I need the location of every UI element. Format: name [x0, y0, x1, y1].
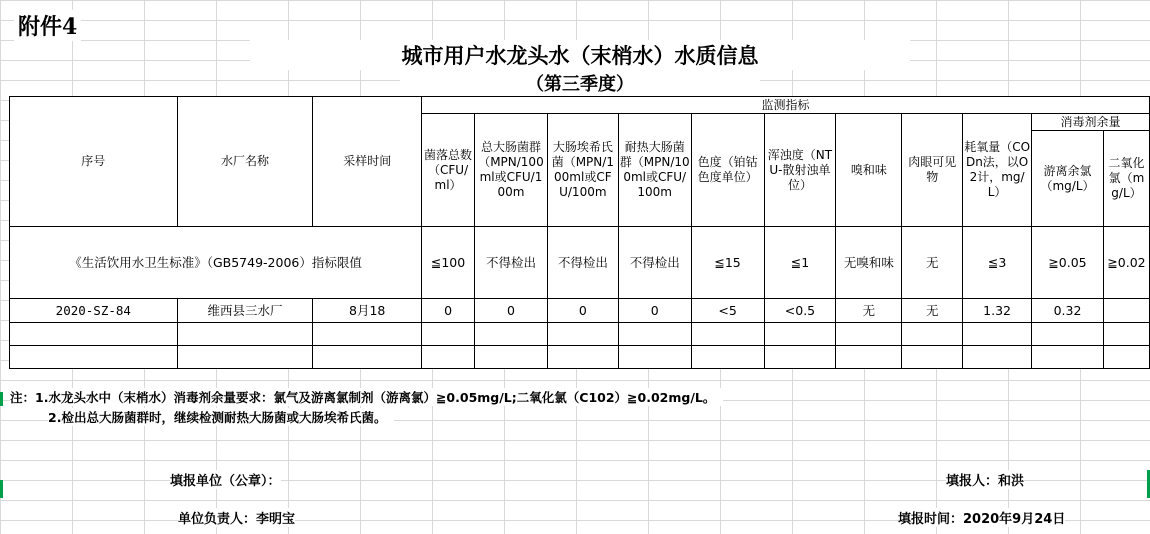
empty-cell[interactable]: [422, 346, 475, 369]
document-subtitle: （第三季度）: [400, 70, 760, 96]
cell-plant-name[interactable]: 维西县三水厂: [177, 299, 313, 323]
annex-label: 附件4: [14, 10, 81, 41]
empty-cell[interactable]: [764, 346, 836, 369]
header-e-coli: 大肠埃希氏菌（MPN/100ml或CFU/100m: [547, 114, 618, 227]
empty-cell[interactable]: [764, 323, 836, 346]
header-free-chlorine: 游离余氯（mg/L）: [1032, 131, 1104, 227]
cell-e-coli[interactable]: 0: [547, 299, 618, 323]
standard-e-coli[interactable]: 不得检出: [547, 227, 618, 299]
empty-cell[interactable]: [963, 346, 1032, 369]
cell-turbidity[interactable]: <0.5: [764, 299, 836, 323]
header-chlorine-dioxide: 二氧化氯（mg/L）: [1103, 131, 1149, 227]
empty-cell[interactable]: [10, 323, 178, 346]
cell-cod[interactable]: 1.32: [963, 299, 1032, 323]
empty-cell[interactable]: [177, 323, 313, 346]
standard-visible-matter[interactable]: 无: [902, 227, 963, 299]
standard-row: [10, 227, 1150, 299]
standard-total-coliform[interactable]: 不得检出: [475, 227, 548, 299]
header-thermo-coliform: 耐热大肠菌群（MPN/100ml或CFU/100m: [618, 114, 691, 227]
footer-reporting-unit: 填报单位（公章）：: [170, 470, 281, 489]
water-quality-table: [9, 96, 1150, 369]
table-row-empty: [10, 346, 1150, 369]
document-title: 城市用户水龙头水（末梢水）水质信息: [250, 40, 910, 70]
empty-cell[interactable]: [177, 346, 313, 369]
standard-thermo-coliform[interactable]: 不得检出: [618, 227, 691, 299]
cell-color[interactable]: <5: [691, 299, 764, 323]
empty-cell[interactable]: [902, 346, 963, 369]
standard-odor[interactable]: 无嗅和味: [836, 227, 902, 299]
cell-colony[interactable]: 0: [422, 299, 475, 323]
cell-seq[interactable]: 2020-SZ-84: [10, 299, 178, 323]
empty-cell[interactable]: [618, 323, 691, 346]
header-cod: 耗氧量（CODn法，以O2计，mg/L）: [963, 114, 1032, 227]
empty-cell[interactable]: [313, 346, 422, 369]
empty-cell[interactable]: [313, 323, 422, 346]
table-row-empty: [10, 323, 1150, 346]
table-row: [10, 299, 1150, 323]
header-color: 色度（铂钴色度单位）: [691, 114, 764, 227]
empty-cell[interactable]: [618, 346, 691, 369]
cell-marker: [0, 392, 3, 406]
empty-cell[interactable]: [1032, 323, 1104, 346]
cell-thermo-coliform[interactable]: 0: [618, 299, 691, 323]
cell-marker: [0, 480, 3, 498]
empty-cell[interactable]: [836, 346, 902, 369]
header-colony-count: 菌落总数（CFU/ml）: [422, 114, 475, 227]
empty-cell[interactable]: [1103, 323, 1149, 346]
empty-cell[interactable]: [691, 346, 764, 369]
empty-cell[interactable]: [691, 323, 764, 346]
footer-filler: 填报人：和洪: [946, 470, 1024, 489]
empty-cell[interactable]: [475, 323, 548, 346]
cell-free-chlorine[interactable]: 0.32: [1032, 299, 1104, 323]
cell-visible-matter[interactable]: 无: [902, 299, 963, 323]
header-turbidity: 浑浊度（NTU-散射浊单位）: [764, 114, 836, 227]
header-odor: 嗅和味: [836, 114, 902, 227]
empty-cell[interactable]: [547, 323, 618, 346]
footer-fill-time: 填报时间：2020年9月24日: [898, 508, 1065, 527]
standard-label[interactable]: 《生活饮用水卫生标准》（GB5749-2006）指标限值: [10, 227, 422, 299]
standard-colony[interactable]: ≦100: [422, 227, 475, 299]
standard-free-chlorine[interactable]: ≧0.05: [1032, 227, 1104, 299]
header-visible-matter: 肉眼可见物: [902, 114, 963, 227]
empty-cell[interactable]: [10, 346, 178, 369]
standard-color[interactable]: ≦15: [691, 227, 764, 299]
empty-cell[interactable]: [902, 323, 963, 346]
cell-chlorine-dioxide[interactable]: [1103, 299, 1149, 323]
standard-turbidity[interactable]: ≦1: [764, 227, 836, 299]
note-line-2: 2.检出总大肠菌群时，继续检测耐热大肠菌或大肠埃希氏菌。: [48, 408, 394, 426]
standard-cod[interactable]: ≦3: [963, 227, 1032, 299]
empty-cell[interactable]: [422, 323, 475, 346]
footer-unit-leader: 单位负责人：李明宝: [178, 508, 295, 527]
standard-chlorine-dioxide[interactable]: ≧0.02: [1103, 227, 1149, 299]
cell-sample-time[interactable]: 8月18: [313, 299, 422, 323]
empty-cell[interactable]: [1103, 346, 1149, 369]
empty-cell[interactable]: [836, 323, 902, 346]
header-seq: 序号: [10, 97, 178, 227]
header-sample-time: 采样时间: [313, 97, 422, 227]
header-group-disinfectant: 消毒剂余量: [1032, 114, 1150, 131]
header-total-coliform: 总大肠菌群（MPN/100ml或CFU/100m: [475, 114, 548, 227]
empty-cell[interactable]: [1032, 346, 1104, 369]
header-group-monitoring: 监测指标: [422, 97, 1150, 114]
header-plant-name: 水厂名称: [177, 97, 313, 227]
empty-cell[interactable]: [475, 346, 548, 369]
empty-cell[interactable]: [547, 346, 618, 369]
empty-cell[interactable]: [963, 323, 1032, 346]
cell-total-coliform[interactable]: 0: [475, 299, 548, 323]
cell-odor[interactable]: 无: [836, 299, 902, 323]
note-line-1: 注：1.水龙头水中（末梢水）消毒剂余量要求：氯气及游离氯制剂（游离氯）≧0.05mg/L;二氧化氯（C102）≧0.02mg/L。: [10, 388, 723, 406]
